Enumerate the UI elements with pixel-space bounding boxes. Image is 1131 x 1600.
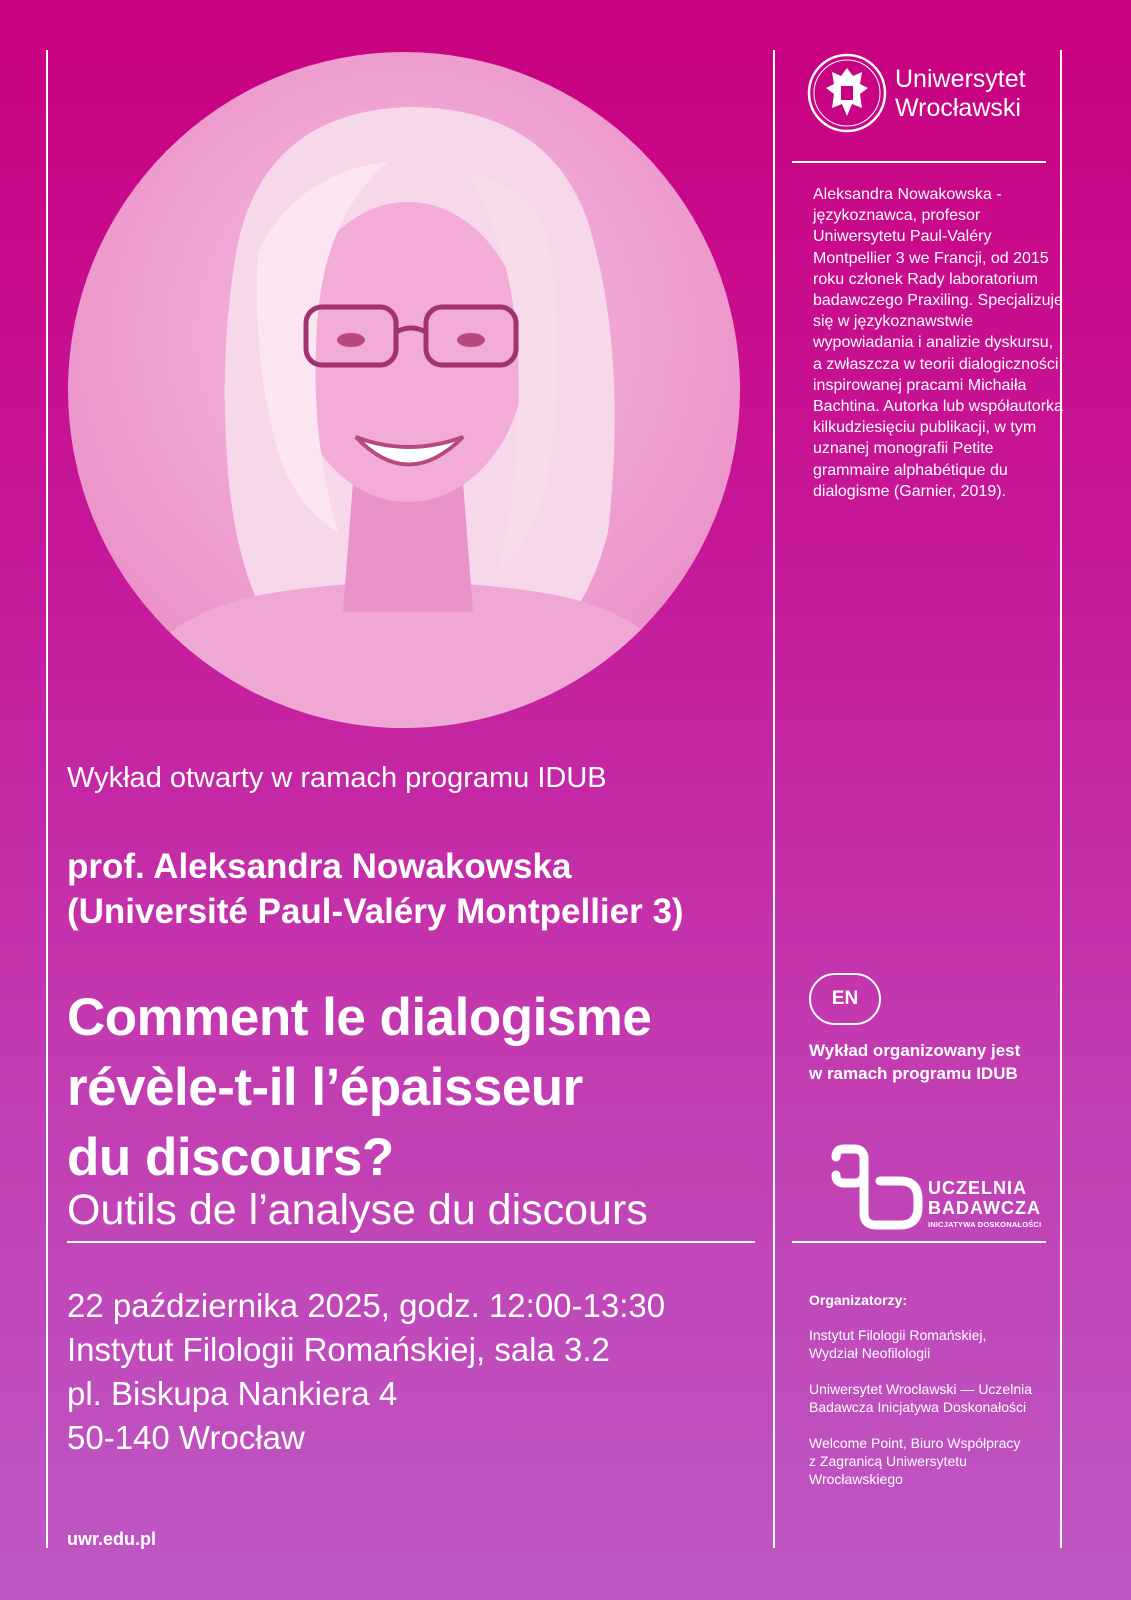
organizer-item: Uniwersytet Wrocławski — Uczelnia Badawcza Inicjatywa Doskonałości — [809, 1381, 1033, 1415]
lecture-subtitle: Wykład otwarty w ramach programu IDUB — [67, 762, 607, 794]
organizer-item: Instytut Filologii Romańskiej, Wydział Neofilologii — [809, 1327, 987, 1361]
event-details — [67, 1284, 665, 1460]
right-header-divider — [792, 161, 1046, 163]
organizer-item: Welcome Point, Biuro Współpracy z Zagranicą Uniwersytetu Wrocławskiego — [809, 1435, 1021, 1487]
speaker-name-line: prof. Aleksandra Nowakowska — [67, 847, 572, 886]
speaker-name — [67, 844, 684, 934]
event-date: 22 października 2025, godz. 12:00-13:30 — [67, 1287, 666, 1324]
lecture-title-line-1: Comment le dialogisme — [67, 988, 652, 1047]
portrait-illustration — [68, 52, 740, 728]
website-link[interactable]: uwr.edu.pl — [67, 1529, 157, 1549]
speaker-bio: Aleksandra Nowakowska - językoznawca, profesor Uniwersytetu Paul-Valéry Montpellier 3 we Francji, od 2015 roku członek Rady laboratorium badawczego Praxiling. Specjalizuje się w językoznawstwie wypowiadania i analizie dyskursu, a zwłaszcza w teorii dialogiczności inspirowanej pracami Michaiła Bachtina. Autorka lub współautorka kilkudziesięciu publikacji, w tym uznanej monografii Petite grammaire alphabétique du dialogisme (Garnier, 2019). — [813, 186, 1063, 500]
language-badge: EN — [809, 973, 881, 1025]
organizers-label: Organizatorzy: — [809, 1292, 908, 1308]
university-crest-icon — [806, 52, 888, 134]
idub-logo-line-1: UCZELNIA — [928, 1178, 1027, 1198]
lecture-title-subtitle: Outils de l’analyse du discours — [67, 1186, 648, 1234]
university-name — [895, 65, 1026, 123]
left-border-line — [46, 50, 48, 1548]
idub-logo-line-3: INICJATYWA DOSKONAŁOŚCI — [928, 1220, 1042, 1229]
idub-logo-text — [928, 1178, 1041, 1229]
event-city: 50-140 Wrocław — [67, 1419, 305, 1456]
organizers-divider — [792, 1241, 1046, 1243]
speaker-affiliation: (Université Paul-Valéry Montpellier 3) — [67, 892, 684, 931]
lecture-title-line-2: révèle-t-il l’épaisseur — [67, 1058, 583, 1117]
organized-note-line-2: w ramach programu IDUB — [809, 1064, 1018, 1083]
column-divider-line — [773, 50, 775, 1548]
lecture-title-line-3: du discours? — [67, 1128, 394, 1187]
university-name-line-1: Uniwersytet — [895, 65, 1026, 93]
idub-logo-icon — [830, 1143, 925, 1233]
organized-note-line-1: Wykład organizowany jest — [809, 1041, 1021, 1060]
event-place: Instytut Filologii Romańskiej, sala 3.2 — [67, 1331, 610, 1368]
lecture-title — [67, 983, 757, 1193]
university-name-line-2: Wrocławski — [895, 94, 1021, 122]
details-divider — [67, 1241, 755, 1243]
idub-logo-line-2: BADAWCZA — [928, 1198, 1041, 1218]
organizers-list — [809, 1326, 1059, 1506]
event-street: pl. Biskupa Nankiera 4 — [67, 1375, 398, 1412]
speaker-portrait — [68, 52, 740, 728]
organized-note — [809, 1039, 1020, 1085]
